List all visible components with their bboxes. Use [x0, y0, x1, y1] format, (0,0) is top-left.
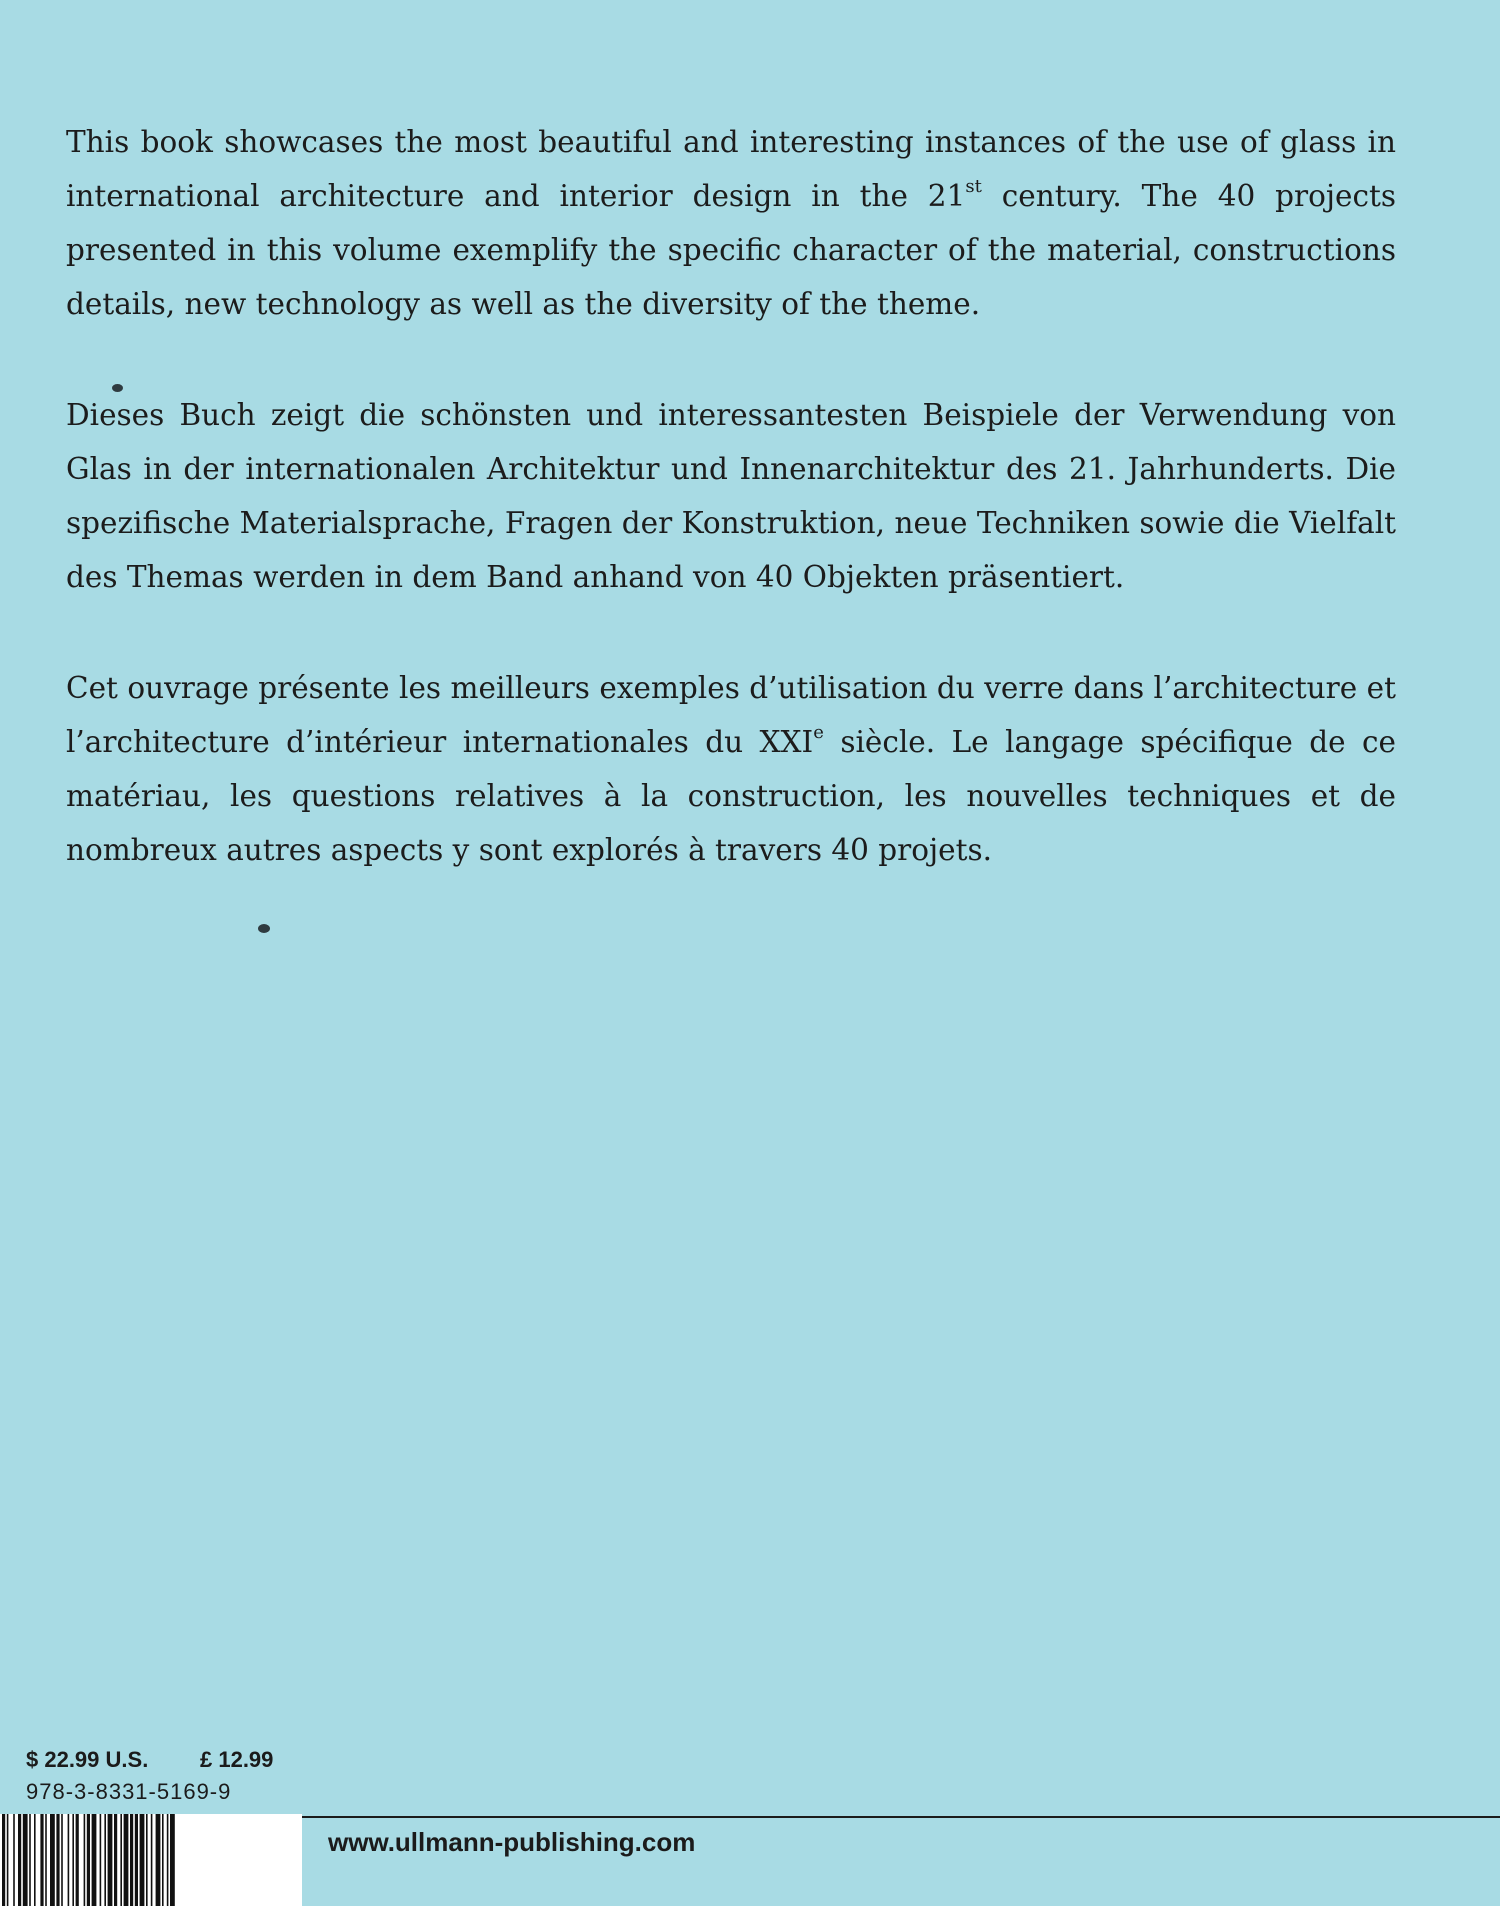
barcode-bar [167, 1814, 169, 1906]
barcode-bar [135, 1814, 138, 1906]
barcode-bar [170, 1814, 175, 1906]
print-speck [112, 384, 123, 392]
barcode-bar [23, 1814, 28, 1906]
barcode-bar [13, 1814, 15, 1906]
barcode-bar [68, 1814, 70, 1906]
barcode-bar [72, 1814, 74, 1906]
barcode-bar [50, 1814, 55, 1906]
price-gbp: £ 12.99 [200, 1747, 274, 1772]
barcode-bar [29, 1814, 31, 1906]
barcode-bar [156, 1814, 161, 1906]
barcode-bar [108, 1814, 113, 1906]
barcode-bar [45, 1814, 47, 1906]
barcode-icon [0, 1814, 302, 1906]
description-french-text: Cet ouvrage présente les meilleurs exemples d’utilisation du verre dans l’architecture et l’architecture d’intérieur internationales du XXI [66, 671, 1396, 759]
barcode-bar [140, 1814, 145, 1906]
barcode-bar [100, 1814, 102, 1906]
barcode-bar [120, 1814, 122, 1906]
barcode-bar [18, 1814, 21, 1906]
barcode-bar [151, 1814, 153, 1906]
print-speck [258, 924, 270, 933]
barcode-bar [84, 1814, 86, 1906]
description-english [66, 115, 1396, 331]
divider-line [302, 1816, 1500, 1818]
description-french [66, 661, 1396, 877]
barcode-area [0, 1814, 302, 1906]
publisher-website: www.ullmann-publishing.com [328, 1827, 696, 1857]
barcode-bar [124, 1814, 129, 1906]
description-english-text: This book showcases the most beautiful and interesting instances of the use of glass in international architecture and interior design in the 21 [66, 125, 1396, 213]
ordinal-suffix-e: e [813, 722, 824, 744]
description-french-text-rest: siècle. Le langage spécifique de ce matériau, les questions relatives à la construction, les nouvelles techniques et de nombreux autres aspects y sont explorés à travers 40 projets. [66, 725, 1396, 867]
barcode-bar [2, 1814, 5, 1906]
barcode-bar [146, 1814, 148, 1906]
barcode-bar [76, 1814, 79, 1906]
description-english-text-rest: century. The 40 projects presented in this volume exemplify the specific character of the material, constructions details, new technology as well as the diversity of the theme. [66, 179, 1396, 321]
barcode-bar [61, 1814, 63, 1906]
ordinal-suffix-st: st [965, 176, 982, 198]
barcode-bar [162, 1814, 164, 1906]
barcode-bar [92, 1814, 97, 1906]
isbn-number: 978-3-8331-5169-9 [26, 1779, 232, 1804]
description-german: Dieses Buch zeigt die schönsten und interessantesten Beispiele der Verwendung von Glas in der internationalen Architektur und Innenarchitektur des 21. Jahrhunderts. Die spezifische Materialsprache, Fragen der Konstruktion, neue Techniken sowie die Vielfalt des Themas werden in dem Band anhand von 40 Objekten präsentiert. [66, 398, 1396, 594]
barcode-bar [104, 1814, 106, 1906]
barcode-bar [56, 1814, 59, 1906]
barcode-bar [40, 1814, 43, 1906]
price-usd: $ 22.99 U.S. [26, 1747, 149, 1772]
barcode-bar [7, 1814, 9, 1906]
barcode-bar [130, 1814, 133, 1906]
barcode-bar [87, 1814, 90, 1906]
barcode-bar [114, 1814, 117, 1906]
barcode-bar [34, 1814, 36, 1906]
